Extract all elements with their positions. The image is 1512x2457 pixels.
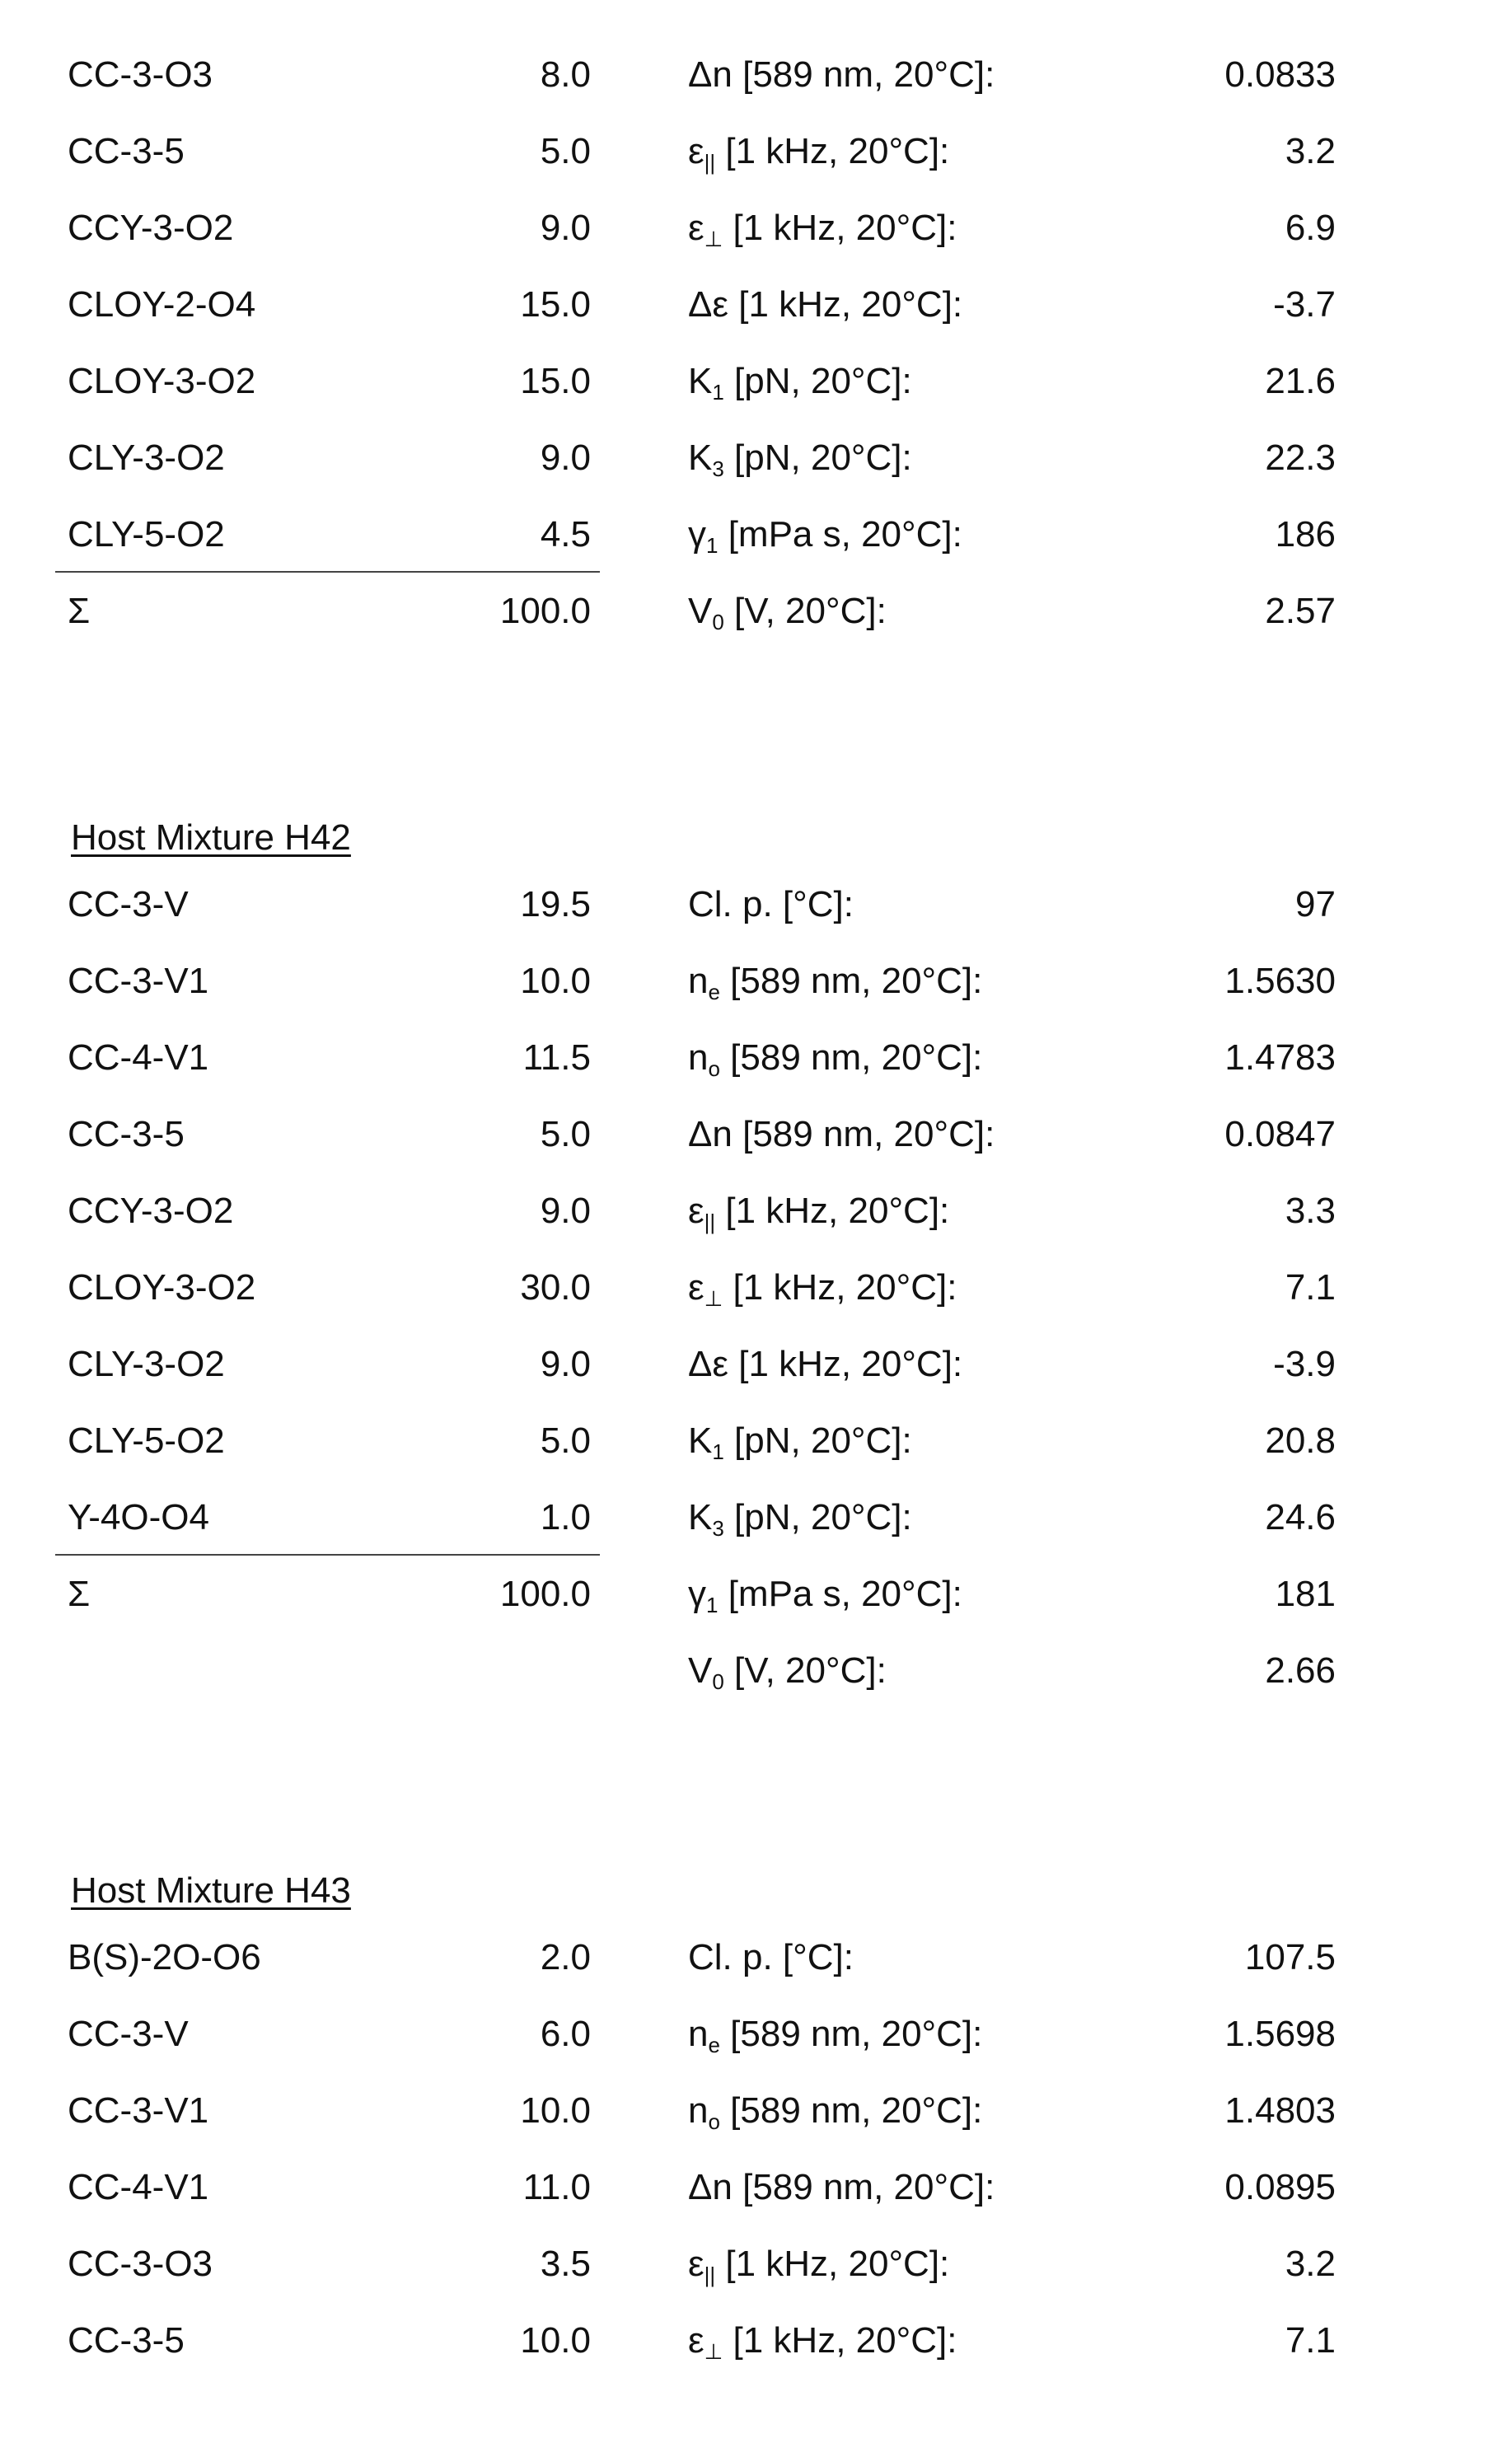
component-percent: 2.0 xyxy=(330,1919,591,1996)
component-percent: 8.0 xyxy=(330,36,591,113)
property-subscript: 3 xyxy=(712,1516,723,1541)
property-subscript: ⊥ xyxy=(705,2339,723,2364)
property-symbol: K xyxy=(688,1497,712,1537)
property-subscript: 1 xyxy=(712,1439,723,1464)
property-condition: [589 nm, 20°C]: xyxy=(720,1037,982,1078)
property-value: 2.57 xyxy=(1071,573,1336,649)
property-condition: [pN, 20°C]: xyxy=(724,361,912,401)
property-subscript: e xyxy=(708,980,719,1004)
component-name: CLOY-2-O4 xyxy=(68,266,255,343)
property-condition: [°C]: xyxy=(773,884,854,924)
property-condition: [mPa s, 20°C]: xyxy=(718,1574,962,1614)
component-percent: 15.0 xyxy=(330,266,591,343)
property-symbol: γ xyxy=(688,514,706,555)
property-value: 24.6 xyxy=(1071,1479,1336,1556)
component-percent: 9.0 xyxy=(330,419,591,496)
property-label xyxy=(688,2302,957,2379)
property-label xyxy=(688,343,912,419)
property-symbol: V xyxy=(688,591,712,631)
property-condition: [589 nm, 20°C]: xyxy=(733,54,995,95)
property-condition: [pN, 20°C]: xyxy=(724,1497,912,1537)
property-condition: [589 nm, 20°C]: xyxy=(733,1114,995,1154)
component-name: B(S)-2O-O6 xyxy=(68,1919,261,1996)
property-value: 107.5 xyxy=(1071,1919,1336,1996)
property-condition: [1 kHz, 20°C]: xyxy=(723,1267,957,1308)
component-name: CC-3-V xyxy=(68,1996,189,2072)
component-name: CLY-3-O2 xyxy=(68,1326,225,1402)
property-symbol: ε xyxy=(688,208,705,248)
property-value: -3.9 xyxy=(1071,1326,1336,1402)
sum-symbol: Σ xyxy=(68,573,90,649)
property-value: 3.3 xyxy=(1071,1172,1336,1249)
component-percent: 11.0 xyxy=(330,2149,591,2225)
component-percent: 19.5 xyxy=(330,866,591,943)
property-label xyxy=(688,1402,912,1479)
sum-symbol: Σ xyxy=(68,1556,90,1632)
property-symbol: K xyxy=(688,1420,712,1461)
property-label xyxy=(688,1096,995,1172)
property-condition: [pN, 20°C]: xyxy=(724,438,912,478)
component-percent: 1.0 xyxy=(330,1479,591,1556)
component-name: CC-3-V1 xyxy=(68,2072,208,2149)
component-name: CC-3-5 xyxy=(68,113,185,190)
component-name: CCY-3-O2 xyxy=(68,190,233,266)
component-percent: 11.5 xyxy=(330,1019,591,1096)
property-condition: [589 nm, 20°C]: xyxy=(733,2167,995,2207)
property-label xyxy=(688,190,957,266)
property-condition: [589 nm, 20°C]: xyxy=(720,2090,982,2131)
component-name: CLY-3-O2 xyxy=(68,419,225,496)
component-percent: 5.0 xyxy=(330,1096,591,1172)
mixture-title: Host Mixture H43 xyxy=(71,1866,351,1916)
property-label xyxy=(688,1326,962,1402)
property-label xyxy=(688,1249,957,1326)
component-percent: 10.0 xyxy=(330,2302,591,2379)
property-condition: [589 nm, 20°C]: xyxy=(720,2014,982,2054)
property-value: -3.7 xyxy=(1071,266,1336,343)
property-value: 0.0847 xyxy=(1071,1096,1336,1172)
property-symbol: ε xyxy=(688,2320,705,2361)
property-label xyxy=(688,113,949,190)
property-value: 3.2 xyxy=(1071,2225,1336,2302)
property-symbol: K xyxy=(688,361,712,401)
property-symbol: n xyxy=(688,961,708,1001)
property-value: 7.1 xyxy=(1071,2302,1336,2379)
component-name: CC-3-O3 xyxy=(68,36,213,113)
component-percent: 5.0 xyxy=(330,1402,591,1479)
property-condition: [V, 20°C]: xyxy=(724,1650,887,1691)
property-symbol: V xyxy=(688,1650,712,1691)
property-condition: [°C]: xyxy=(773,1937,854,1977)
property-subscript: o xyxy=(708,1056,719,1081)
component-name: CLOY-3-O2 xyxy=(68,343,255,419)
property-label xyxy=(688,1632,887,1709)
component-name: CC-3-V xyxy=(68,866,189,943)
property-label xyxy=(688,1556,962,1632)
property-symbol: Δn xyxy=(688,54,733,95)
property-symbol: Δε xyxy=(688,1344,728,1384)
component-percent: 3.5 xyxy=(330,2225,591,2302)
property-subscript: 1 xyxy=(712,380,723,405)
property-label xyxy=(688,2149,995,2225)
property-symbol: n xyxy=(688,2090,708,2131)
property-value: 0.0833 xyxy=(1071,36,1336,113)
property-value: 2.66 xyxy=(1071,1632,1336,1709)
property-condition: [1 kHz, 20°C]: xyxy=(728,1344,962,1384)
property-label xyxy=(688,496,962,573)
property-subscript: e xyxy=(708,2033,719,2057)
property-label xyxy=(688,266,962,343)
property-label xyxy=(688,573,887,649)
component-percent: 10.0 xyxy=(330,2072,591,2149)
property-symbol: Δε xyxy=(688,284,728,325)
component-percent: 10.0 xyxy=(330,943,591,1019)
property-symbol: Δn xyxy=(688,1114,733,1154)
property-label xyxy=(688,419,912,496)
property-label xyxy=(688,866,854,943)
property-symbol: γ xyxy=(688,1574,706,1614)
property-condition: [V, 20°C]: xyxy=(724,591,887,631)
property-subscript: || xyxy=(705,150,716,175)
property-subscript: 0 xyxy=(712,1669,723,1694)
property-symbol: Cl. p. xyxy=(688,1937,773,1977)
component-percent: 9.0 xyxy=(330,1326,591,1402)
property-label xyxy=(688,1919,854,1996)
sum-value: 100.0 xyxy=(330,573,591,649)
property-condition: [1 kHz, 20°C]: xyxy=(723,208,957,248)
property-label xyxy=(688,2072,982,2149)
property-value: 181 xyxy=(1071,1556,1336,1632)
property-condition: [589 nm, 20°C]: xyxy=(720,961,982,1001)
property-symbol: ε xyxy=(688,2244,705,2284)
property-value: 6.9 xyxy=(1071,190,1336,266)
property-value: 20.8 xyxy=(1071,1402,1336,1479)
component-name: CC-3-5 xyxy=(68,1096,185,1172)
sum-value: 100.0 xyxy=(330,1556,591,1632)
property-condition: [1 kHz, 20°C]: xyxy=(723,2320,957,2361)
property-value: 186 xyxy=(1071,496,1336,573)
property-label xyxy=(688,36,995,113)
property-label xyxy=(688,2225,949,2302)
property-label xyxy=(688,1996,982,2072)
component-percent: 30.0 xyxy=(330,1249,591,1326)
component-name: CLOY-3-O2 xyxy=(68,1249,255,1326)
property-subscript: 1 xyxy=(706,533,718,558)
property-value: 1.4803 xyxy=(1071,2072,1336,2149)
property-symbol: n xyxy=(688,2014,708,2054)
property-value: 3.2 xyxy=(1071,113,1336,190)
property-label xyxy=(688,1172,949,1249)
component-percent: 9.0 xyxy=(330,1172,591,1249)
property-label xyxy=(688,1479,912,1556)
component-name: CCY-3-O2 xyxy=(68,1172,233,1249)
property-subscript: 1 xyxy=(706,1593,718,1617)
component-name: CLY-5-O2 xyxy=(68,496,225,573)
component-percent: 5.0 xyxy=(330,113,591,190)
property-subscript: ⊥ xyxy=(705,227,723,251)
property-symbol: ε xyxy=(688,131,705,171)
property-condition: [mPa s, 20°C]: xyxy=(718,514,962,555)
property-value: 0.0895 xyxy=(1071,2149,1336,2225)
property-symbol: n xyxy=(688,1037,708,1078)
component-name: CC-3-V1 xyxy=(68,943,208,1019)
component-percent: 6.0 xyxy=(330,1996,591,2072)
property-symbol: Cl. p. xyxy=(688,884,773,924)
component-name: CC-4-V1 xyxy=(68,1019,208,1096)
property-subscript: 0 xyxy=(712,610,723,634)
property-subscript: 3 xyxy=(712,456,723,481)
property-condition: [1 kHz, 20°C]: xyxy=(728,284,962,325)
component-name: CLY-5-O2 xyxy=(68,1402,225,1479)
component-name: Y-4O-O4 xyxy=(68,1479,209,1556)
component-percent: 4.5 xyxy=(330,496,591,573)
property-value: 7.1 xyxy=(1071,1249,1336,1326)
property-label xyxy=(688,943,982,1019)
property-symbol: K xyxy=(688,438,712,478)
component-percent: 15.0 xyxy=(330,343,591,419)
property-label xyxy=(688,1019,982,1096)
property-subscript: || xyxy=(705,1210,716,1234)
component-name: CC-4-V1 xyxy=(68,2149,208,2225)
property-value: 97 xyxy=(1071,866,1336,943)
property-condition: [1 kHz, 20°C]: xyxy=(715,2244,949,2284)
property-symbol: ε xyxy=(688,1267,705,1308)
property-symbol: ε xyxy=(688,1191,705,1231)
property-value: 1.5630 xyxy=(1071,943,1336,1019)
property-condition: [1 kHz, 20°C]: xyxy=(715,131,949,171)
property-value: 21.6 xyxy=(1071,343,1336,419)
property-subscript: ⊥ xyxy=(705,1286,723,1311)
property-value: 1.5698 xyxy=(1071,1996,1336,2072)
mixture-title: Host Mixture H42 xyxy=(71,813,351,863)
property-symbol: Δn xyxy=(688,2167,733,2207)
component-name: CC-3-O3 xyxy=(68,2225,213,2302)
component-percent: 9.0 xyxy=(330,190,591,266)
property-condition: [pN, 20°C]: xyxy=(724,1420,912,1461)
property-subscript: o xyxy=(708,2109,719,2134)
component-name: CC-3-5 xyxy=(68,2302,185,2379)
property-value: 22.3 xyxy=(1071,419,1336,496)
property-condition: [1 kHz, 20°C]: xyxy=(715,1191,949,1231)
property-value: 1.4783 xyxy=(1071,1019,1336,1096)
property-subscript: || xyxy=(705,2263,716,2287)
